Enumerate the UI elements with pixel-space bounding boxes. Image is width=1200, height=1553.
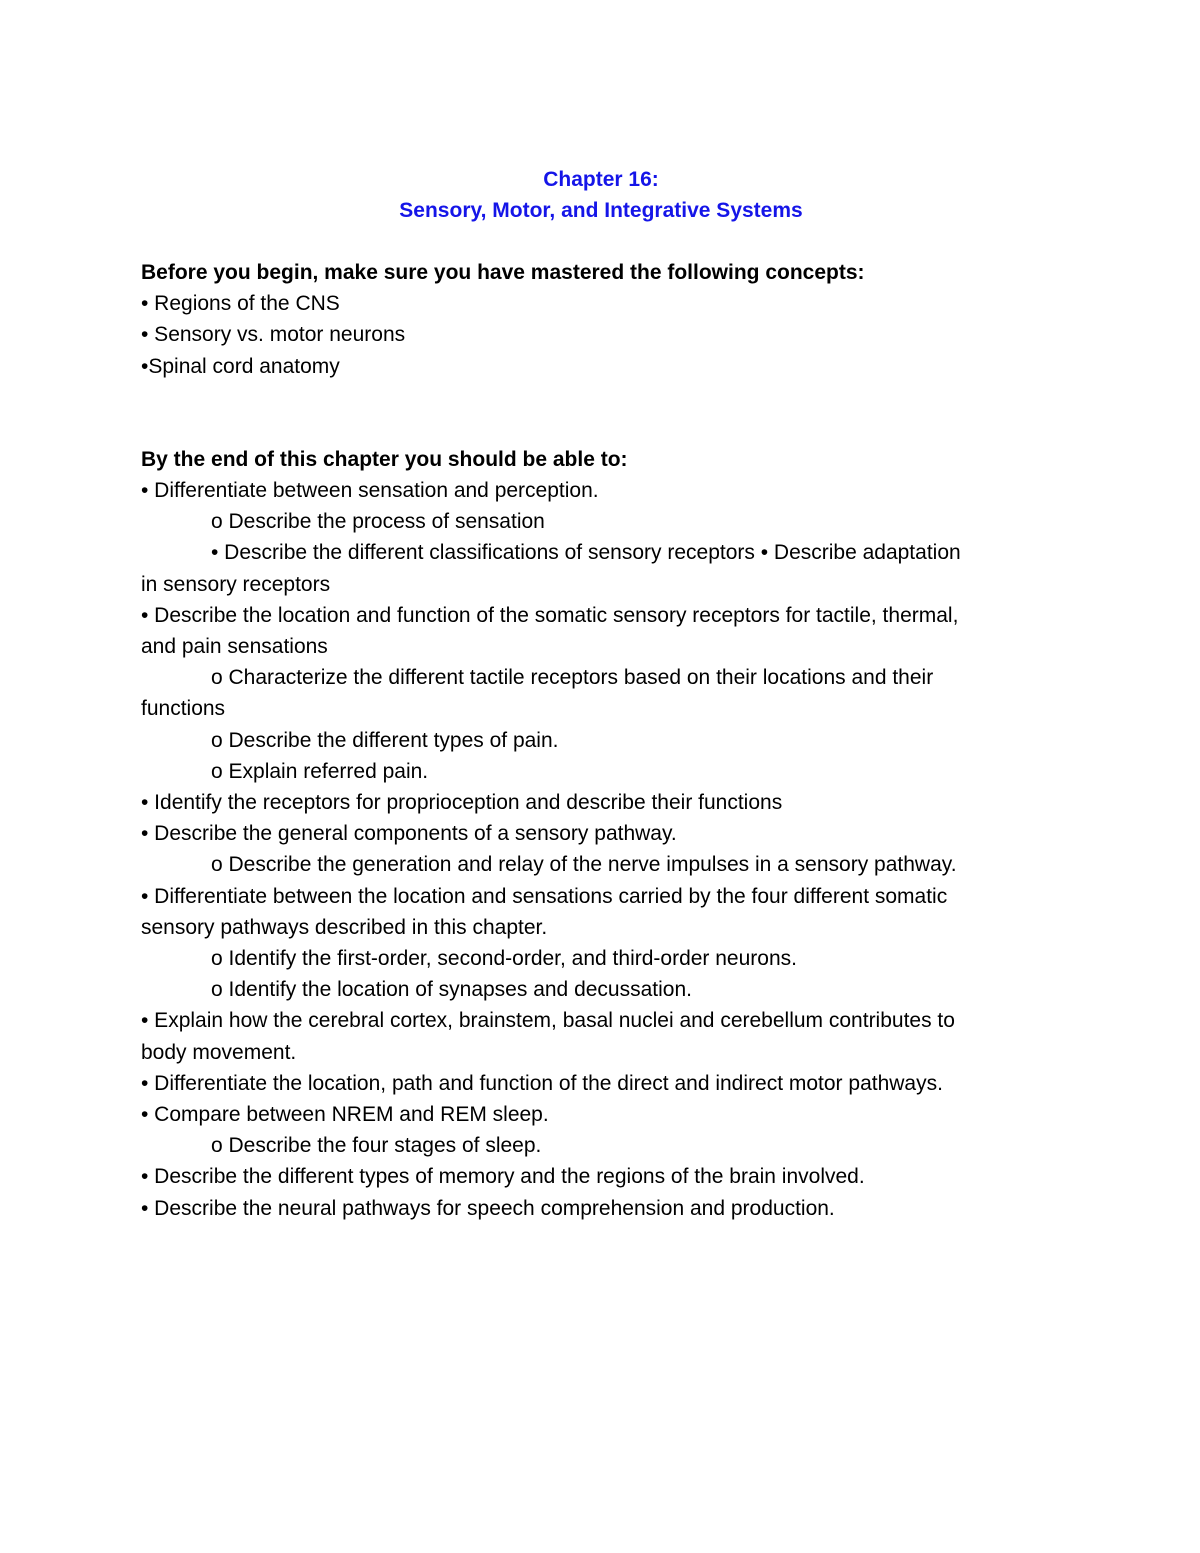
objective-item: functions	[141, 697, 226, 721]
objective-subitem: o Identify the first-order, second-order, and third-order neurons.	[211, 947, 797, 971]
objective-item: • Differentiate between the location and sensations carried by the four different somatic	[141, 884, 948, 908]
objective-item: • Identify the receptors for proprioception and describe their functions	[141, 791, 783, 815]
objective-item: • Describe the general components of a sensory pathway.	[141, 822, 677, 846]
objective-subitem: • Describe the different classifications of sensory receptors • Describe adaptation	[211, 541, 961, 565]
objective-subitem: o Describe the generation and relay of the nerve impulses in a sensory pathway.	[211, 853, 957, 877]
objective-subitem: o Characterize the different tactile receptors based on their locations and their	[211, 666, 934, 690]
objective-item: • Differentiate between sensation and perception.	[141, 479, 599, 503]
objective-item: sensory pathways described in this chapter.	[141, 915, 548, 939]
objective-item: • Explain how the cerebral cortex, brainstem, basal nuclei and cerebellum contributes to	[141, 1009, 955, 1033]
objective-subitem: o Describe the four stages of sleep.	[211, 1134, 542, 1158]
prerequisites-list	[141, 288, 1061, 382]
objective-subitem: o Describe the process of sensation	[211, 510, 545, 534]
spacer	[141, 226, 1061, 257]
objective-item: • Describe the location and function of the somatic sensory receptors for tactile, thermal,	[141, 603, 959, 627]
objective-item: • Describe the different types of memory and the regions of the brain involved.	[141, 1165, 865, 1189]
prerequisite-item: • Regions of the CNS	[141, 292, 340, 316]
prerequisites-heading: Before you begin, make sure you have mastered the following concepts:	[141, 261, 865, 284]
objective-item: and pain sensations	[141, 635, 328, 659]
objective-item: • Describe the neural pathways for speech comprehension and production.	[141, 1196, 835, 1220]
chapter-title: Sensory, Motor, and Integrative Systems	[399, 199, 803, 222]
prerequisite-item: • Sensory vs. motor neurons	[141, 323, 406, 347]
objective-item: body movement.	[141, 1040, 297, 1064]
objective-item: in sensory receptors	[141, 572, 331, 596]
objective-subitem: o Identify the location of synapses and decussation.	[211, 978, 692, 1002]
objective-item: • Differentiate the location, path and function of the direct and indirect motor pathways.	[141, 1071, 943, 1095]
prerequisite-item: •Spinal cord anatomy	[141, 354, 340, 378]
objectives-heading: By the end of this chapter you should be able to:	[141, 447, 628, 471]
objective-subitem: o Describe the different types of pain.	[211, 728, 559, 752]
spacer	[141, 382, 1061, 444]
objectives-list	[141, 475, 1061, 1224]
document-page	[141, 164, 1061, 1224]
objective-subitem: o Explain referred pain.	[211, 759, 429, 783]
objective-item: • Compare between NREM and REM sleep.	[141, 1103, 549, 1127]
chapter-number: Chapter 16:	[543, 168, 659, 191]
